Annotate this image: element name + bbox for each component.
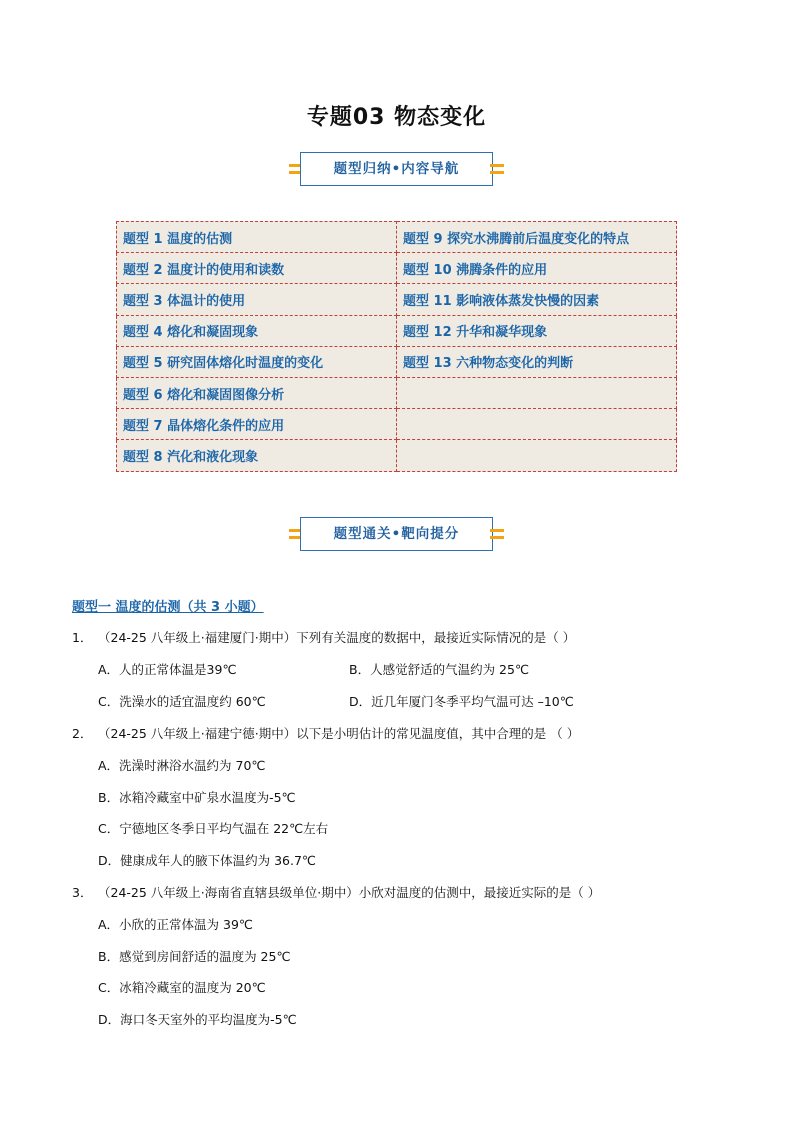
nav-item[interactable]: 题型 9 探究水沸腾前后温度变化的特点 <box>397 222 677 253</box>
nav-banner <box>0 152 793 186</box>
section-heading[interactable]: 题型一 温度的估测（共 3 小题） <box>72 600 264 615</box>
nav-empty-cell <box>397 377 677 408</box>
table-row <box>117 346 677 377</box>
option-a[interactable]: A．洗澡时淋浴水温约为 70℃ <box>98 758 266 773</box>
option-d[interactable]: D．海口冬天室外的平均温度为-5℃ <box>98 1012 297 1027</box>
question-text: （24-25 八年级上·福建宁德·期中）以下是小明估计的常见温度值，其中合理的是 （ ） <box>98 726 580 741</box>
practice-banner <box>0 517 793 551</box>
option-a[interactable]: A．小欣的正常体温为 39℃ <box>98 917 253 932</box>
option-b[interactable]: B．冰箱冷藏室中矿泉水温度为-5℃ <box>98 790 296 805</box>
question-text: （24-25 八年级上·福建厦门·期中）下列有关温度的数据中，最接近实际情况的是（ ） <box>98 630 576 645</box>
question-2-stem <box>72 724 579 742</box>
practice-banner-label: 题型通关•靶向提分 <box>300 517 493 551</box>
nav-item[interactable]: 题型 10 沸腾条件的应用 <box>397 253 677 284</box>
question-3-stem <box>72 883 600 901</box>
nav-banner-label: 题型归纳•内容导航 <box>300 152 493 186</box>
nav-item[interactable]: 题型 6 熔化和凝固图像分析 <box>117 377 397 408</box>
table-row <box>117 315 677 346</box>
option-b[interactable]: B．人感觉舒适的气温约为 25℃ <box>349 662 529 677</box>
question-number: 1． <box>72 630 93 645</box>
option-d[interactable]: D．健康成年人的腋下体温约为 36.7℃ <box>98 853 316 868</box>
table-row <box>117 440 677 471</box>
question-number: 2． <box>72 726 93 741</box>
question-1-stem <box>72 628 575 646</box>
nav-item[interactable]: 题型 11 影响液体蒸发快慢的因素 <box>397 284 677 315</box>
option-d[interactable]: D．近几年厦门冬季平均气温可达 –10℃ <box>349 694 574 709</box>
table-row <box>117 222 677 253</box>
option-b[interactable]: B．感觉到房间舒适的温度为 25℃ <box>98 949 291 964</box>
nav-item[interactable]: 题型 1 温度的估测 <box>117 222 397 253</box>
table-row <box>117 253 677 284</box>
nav-empty-cell <box>397 440 677 471</box>
nav-item[interactable]: 题型 3 体温计的使用 <box>117 284 397 315</box>
nav-item[interactable]: 题型 4 熔化和凝固现象 <box>117 315 397 346</box>
nav-item[interactable]: 题型 7 晶体熔化条件的应用 <box>117 409 397 440</box>
page-title: 专题03 物态变化 <box>306 105 487 130</box>
table-row <box>117 284 677 315</box>
nav-empty-cell <box>397 409 677 440</box>
option-c[interactable]: C．洗澡水的适宜温度约 60℃ <box>98 694 266 709</box>
option-c[interactable]: C．宁德地区冬季日平均气温在 22℃左右 <box>98 821 329 836</box>
nav-item[interactable]: 题型 12 升华和凝华现象 <box>397 315 677 346</box>
option-a[interactable]: A．人的正常体温是39℃ <box>98 662 237 677</box>
topic-nav-table <box>116 221 677 472</box>
nav-item[interactable]: 题型 13 六种物态变化的判断 <box>397 346 677 377</box>
option-c[interactable]: C．冰箱冷藏室的温度为 20℃ <box>98 980 266 995</box>
nav-item[interactable]: 题型 2 温度计的使用和读数 <box>117 253 397 284</box>
question-text: （24-25 八年级上·海南省直辖县级单位·期中）小欣对温度的估测中，最接近实际的是（ ） <box>98 885 601 900</box>
decor-bars-icon <box>490 527 504 541</box>
nav-item[interactable]: 题型 8 汽化和液化现象 <box>117 440 397 471</box>
table-row <box>117 409 677 440</box>
question-number: 3． <box>72 885 93 900</box>
decor-bars-icon <box>490 162 504 176</box>
table-row <box>117 377 677 408</box>
nav-item[interactable]: 题型 5 研究固体熔化时温度的变化 <box>117 346 397 377</box>
